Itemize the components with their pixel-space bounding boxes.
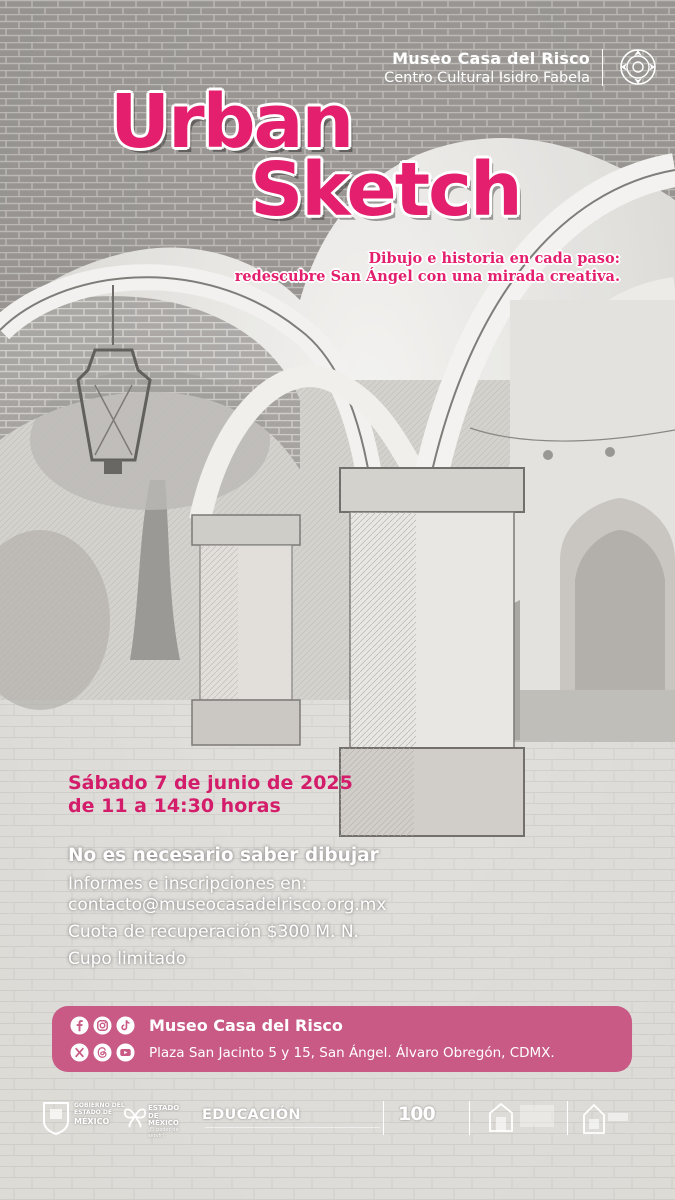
event-info — [68, 845, 386, 970]
contact-museum-name: Museo Casa del Risco — [149, 1016, 343, 1035]
museum-header — [384, 42, 663, 92]
museum-logo-icon — [613, 42, 663, 92]
event-time: de 11 a 14:30 horas — [68, 794, 281, 817]
gov-text-line1: GOBIERNO DEL — [74, 1102, 125, 1109]
museum-header-text — [384, 49, 603, 86]
title-line-urban: Urban — [110, 79, 353, 165]
gobierno-edomex-shield-icon — [42, 1101, 70, 1135]
educacion-logo-text: EDUCACIÓN — [202, 1107, 301, 1123]
contact-address: Plaza San Jacinto 5 y 15, San Ángel. Álvaro Obregón, CDMX. — [149, 1044, 555, 1061]
gov-text-line3: MÉXICO — [74, 1116, 110, 1126]
contact-email-link[interactable]: contacto@museocasadelrisco.org.mx — [68, 895, 387, 916]
edomex-text: ESTADO DE MÉXICO — [148, 1104, 180, 1128]
museum-name: Museo Casa del Risco — [392, 48, 590, 68]
threads-icon[interactable] — [93, 1043, 112, 1062]
event-tagline — [235, 250, 620, 285]
coat-of-arms-icon — [486, 1101, 516, 1133]
sponsor-footer — [0, 1095, 675, 1143]
contact-box — [52, 1006, 632, 1072]
event-title — [110, 79, 521, 234]
gov-text-line2: ESTADO DE — [74, 1108, 112, 1116]
educacion-underline — [205, 1127, 380, 1128]
fee-text: Cuota de recuperación $300 M. N. — [68, 922, 359, 943]
edomex-brand — [148, 1105, 188, 1139]
facebook-icon[interactable] — [70, 1016, 89, 1035]
capacity-text: Cupo limitado — [68, 949, 187, 970]
footer-divider-3 — [567, 1101, 568, 1135]
drawing-note: No es necesario saber dibujar — [68, 845, 379, 866]
title-line-sketch: Sketch — [250, 147, 521, 234]
tiktok-icon[interactable] — [116, 1016, 135, 1035]
event-date: Sábado 7 de junio de 2025 — [68, 772, 353, 794]
edomex-slogan: ¡El poder de servir! — [148, 1127, 179, 1139]
institution-logo-text-block — [520, 1105, 554, 1127]
edomex-butterfly-icon — [122, 1103, 148, 1129]
x-icon[interactable] — [70, 1043, 89, 1062]
contact-row-address — [70, 1043, 555, 1062]
contact-row-name — [70, 1016, 343, 1035]
tagline-line2: redescubre San Ángel con una mirada creativa. — [234, 267, 620, 285]
risco-emblem-icon — [582, 1101, 630, 1135]
footer-divider-1 — [383, 1101, 384, 1135]
museum-subtitle: Centro Cultural Isidro Fabela — [384, 69, 590, 86]
inscriptions-label: Informes e inscripciones en: — [68, 874, 308, 894]
event-datetime — [68, 772, 353, 818]
footer-divider-2 — [469, 1101, 470, 1135]
gobierno-edomex-text — [74, 1103, 125, 1126]
tagline-line1: Dibujo e historia en cada paso: — [368, 250, 620, 267]
youtube-icon[interactable] — [116, 1043, 135, 1062]
centenary-logo-text: 100 — [398, 1103, 435, 1125]
instagram-icon[interactable] — [93, 1016, 112, 1035]
